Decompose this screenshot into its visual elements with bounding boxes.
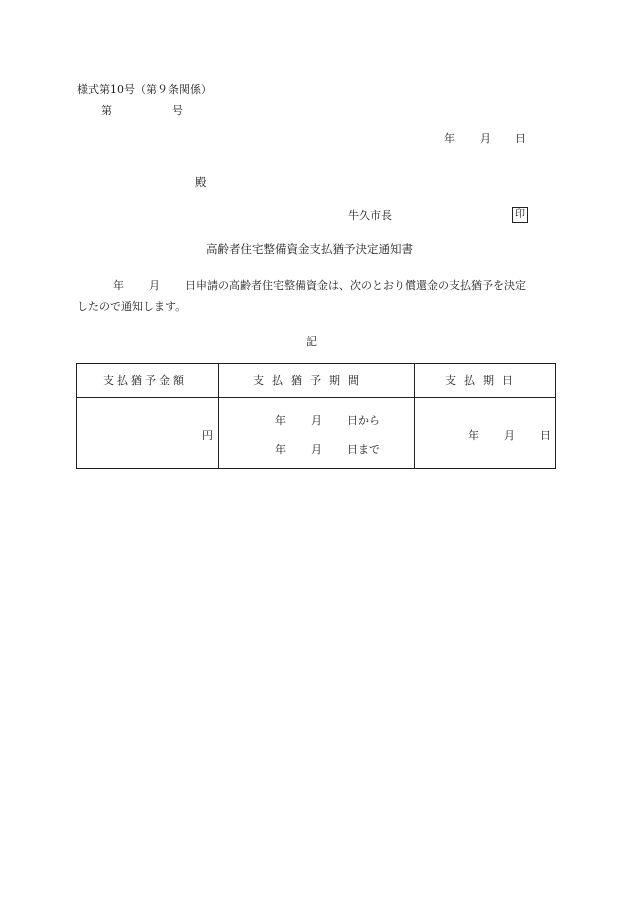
seal-mark: 印 [512, 207, 528, 223]
ki-heading: 記 [306, 335, 317, 348]
period-to-month: 月 [311, 443, 322, 456]
issue-date-day: 日 [515, 132, 526, 145]
period-to-year: 年 [275, 443, 286, 456]
document-title: 高齢者住宅整備資金支払猶予決定通知書 [206, 242, 413, 256]
due-date-row [468, 430, 551, 441]
header-deferral-amount: 支払猶予金額 [103, 374, 187, 387]
due-month: 月 [504, 429, 515, 442]
body-text-line-1 [77, 280, 526, 291]
document-number-prefix: 第 [101, 104, 112, 117]
addressee-honorific: 殿 [195, 175, 207, 189]
issue-date-month: 月 [480, 132, 491, 145]
period-from-row [275, 415, 380, 426]
period-to-day: 日まで [347, 443, 380, 456]
body-text-line-2: したので通知します。 [77, 300, 187, 313]
header-deferral-period: 支払猶予期間 [253, 374, 367, 387]
issuer-title: 牛久市長 [348, 209, 392, 222]
body-month: 月 [149, 279, 160, 292]
due-day: 日 [540, 429, 551, 442]
issue-date-year: 年 [444, 132, 455, 145]
amount-unit: 円 [202, 429, 213, 442]
period-from-day: 日から [347, 414, 380, 427]
period-from-month: 月 [311, 414, 322, 427]
body-year: 年 [113, 279, 124, 292]
period-from-year: 年 [275, 414, 286, 427]
period-to-row [275, 444, 380, 455]
header-due-date: 支払期日 [445, 374, 521, 387]
body-text: 日申請の高齢者住宅整備資金は、次のとおり償還金の支払猶予を決定 [185, 279, 526, 292]
document-number-suffix: 号 [172, 104, 183, 117]
due-year: 年 [468, 429, 479, 442]
deferral-table [76, 363, 556, 469]
form-reference: 様式第10号（第９条関係） [77, 83, 212, 96]
